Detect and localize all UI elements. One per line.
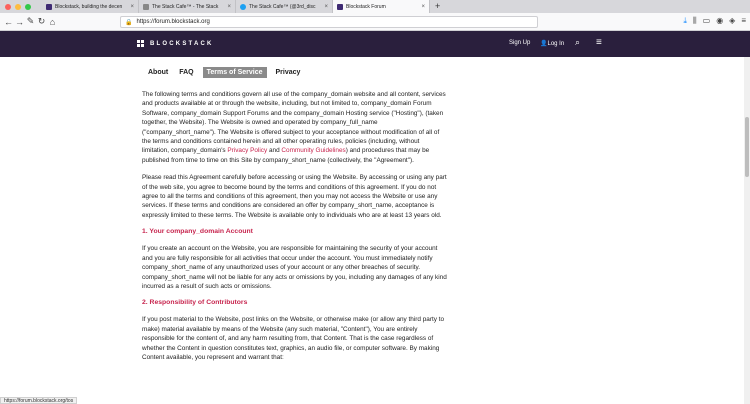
browser-tab[interactable] — [139, 0, 236, 13]
reload-icon[interactable]: ↻ — [37, 16, 46, 26]
search-icon[interactable]: ⌕ — [575, 37, 581, 47]
close-window-button[interactable] — [5, 4, 11, 10]
browser-tab-bar — [0, 0, 750, 13]
tab-terms-of-service[interactable]: Terms of Service — [203, 67, 267, 78]
tab-close-icon[interactable]: × — [421, 3, 425, 10]
wrench-icon[interactable]: ✎ — [26, 16, 35, 26]
new-tab-button[interactable]: + — [435, 1, 441, 11]
paragraph-account: If you create an account on the Website, you are responsible for maintaining the security of your account and you are fully responsible for all activities that occur under the account. You must immediately notify company_short_name of any unauthorized uses of your account or any other breaches of security. company_short_name will not be liable for any acts or omissions by you, including any damages of any kind incurred as a result of such acts or omissions. — [142, 245, 447, 290]
account-icon[interactable]: ◉ — [716, 16, 724, 25]
status-bar-url: https://forum.blockstack.org/tos — [0, 397, 77, 404]
url-bar[interactable] — [120, 16, 538, 28]
signup-button[interactable]: Sign Up — [509, 40, 531, 46]
privacy-policy-link[interactable]: Privacy Policy — [227, 147, 268, 155]
page-nav-tabs — [146, 67, 302, 78]
tab-title: The Stack Cafe™ (@3rd_disc — [249, 3, 316, 10]
tab-faq[interactable]: FAQ — [179, 69, 194, 76]
paragraph-intro: The following terms and conditions govern all use of the company_domain website and all content, services and products available at or through the website, including, but not limited to, company_domain Forum Software, company_domain Support Forums and the company_domain Hosting service ("Hosting"), (taken together, the Website). The Website is owned and operated by company_full_name ("company_short_name"). The Website is offered subject to your acceptance without modification of all of the terms and conditions contained herein and all other operating rules, policies (including, without limitation, company_domain's Privacy Policy and Community Guidelines) and procedures that may be published from time to time on this Site by company_short_name (collectively, the "Agreement"). — [142, 91, 446, 164]
hamburger-menu-icon[interactable]: ≡ — [596, 37, 602, 48]
sidebar-icon[interactable]: ▭ — [702, 16, 711, 25]
twitter-icon — [240, 4, 246, 10]
paragraph-contributors: If you post material to the Website, post links on the Website, or otherwise make (or allow any third party to make) material available by means of the Website (any such material, "Content"), You are entirely responsible for the content of, and any harm resulting from, that Content. That is the case regardless of whether the Content in question constitutes text, graphics, an audio file, or computer software. By making Content available, you represent and warrant that: — [142, 316, 445, 361]
blockstack-icon — [337, 4, 343, 10]
extension-icon[interactable]: ◈ — [729, 16, 736, 25]
browser-tab[interactable] — [42, 0, 139, 13]
logo-text: BLOCKSTACK — [150, 40, 214, 47]
tab-close-icon[interactable]: × — [324, 3, 328, 10]
tab-about[interactable]: About — [148, 69, 169, 76]
minimize-window-button[interactable] — [15, 4, 21, 10]
page-scrollbar[interactable] — [744, 57, 750, 404]
tab-privacy[interactable]: Privacy — [275, 69, 301, 76]
tab-close-icon[interactable]: × — [130, 3, 134, 10]
login-button[interactable] — [540, 40, 564, 47]
forward-arrow-icon[interactable]: → — [15, 16, 24, 27]
tab-title: Blockstack, building the decen — [55, 3, 123, 10]
page-icon — [143, 4, 149, 10]
back-arrow-icon[interactable]: ← — [4, 16, 13, 27]
browser-tab[interactable] — [236, 0, 333, 13]
zoom-window-button[interactable] — [25, 4, 31, 10]
toolbar-actions — [683, 16, 746, 26]
browser-tab-active[interactable] — [333, 0, 430, 13]
blockstack-icon — [46, 4, 52, 10]
library-icon[interactable]: ⫼ — [692, 16, 697, 25]
user-icon: 👤 — [540, 41, 548, 47]
login-label: Log In — [547, 41, 565, 47]
site-header — [0, 31, 750, 57]
scrollbar-thumb[interactable] — [745, 117, 749, 177]
window-controls — [0, 4, 42, 10]
community-guidelines-link[interactable]: Community Guidelines — [281, 147, 346, 155]
section-heading-account: 1. Your company_domain Account — [142, 228, 253, 236]
tos-content — [142, 90, 447, 370]
section-heading-contributors: 2. Responsibility of Contributors — [142, 299, 248, 307]
tab-title: Blockstack Forum — [346, 3, 386, 10]
site-logo[interactable] — [137, 40, 214, 47]
menu-icon[interactable]: ≡ — [741, 16, 746, 25]
home-icon[interactable]: ⌂ — [49, 16, 56, 27]
browser-toolbar — [0, 13, 750, 31]
url-text: https://forum.blockstack.org — [136, 19, 210, 25]
tab-close-icon[interactable]: × — [227, 3, 231, 10]
paragraph-agreement: Please read this Agreement carefully before accessing or using the Website. By accessing or using any part of the web site, you agree to become bound by the terms and conditions of this agreement. If you do not agree to all the terms and conditions of this agreement, then you may not access the Website or use any services. If these terms and conditions are considered an offer by company_short_name, acceptance is expressly limited to these terms. The Website is available only to individuals who are at least 13 years old. — [142, 174, 447, 219]
lock-icon: 🔒 — [125, 19, 133, 26]
tab-title: The Stack Cafe™ - The Stack — [152, 3, 219, 10]
download-icon[interactable]: ⤓ — [683, 16, 687, 25]
blockstack-logo-icon — [137, 40, 144, 47]
